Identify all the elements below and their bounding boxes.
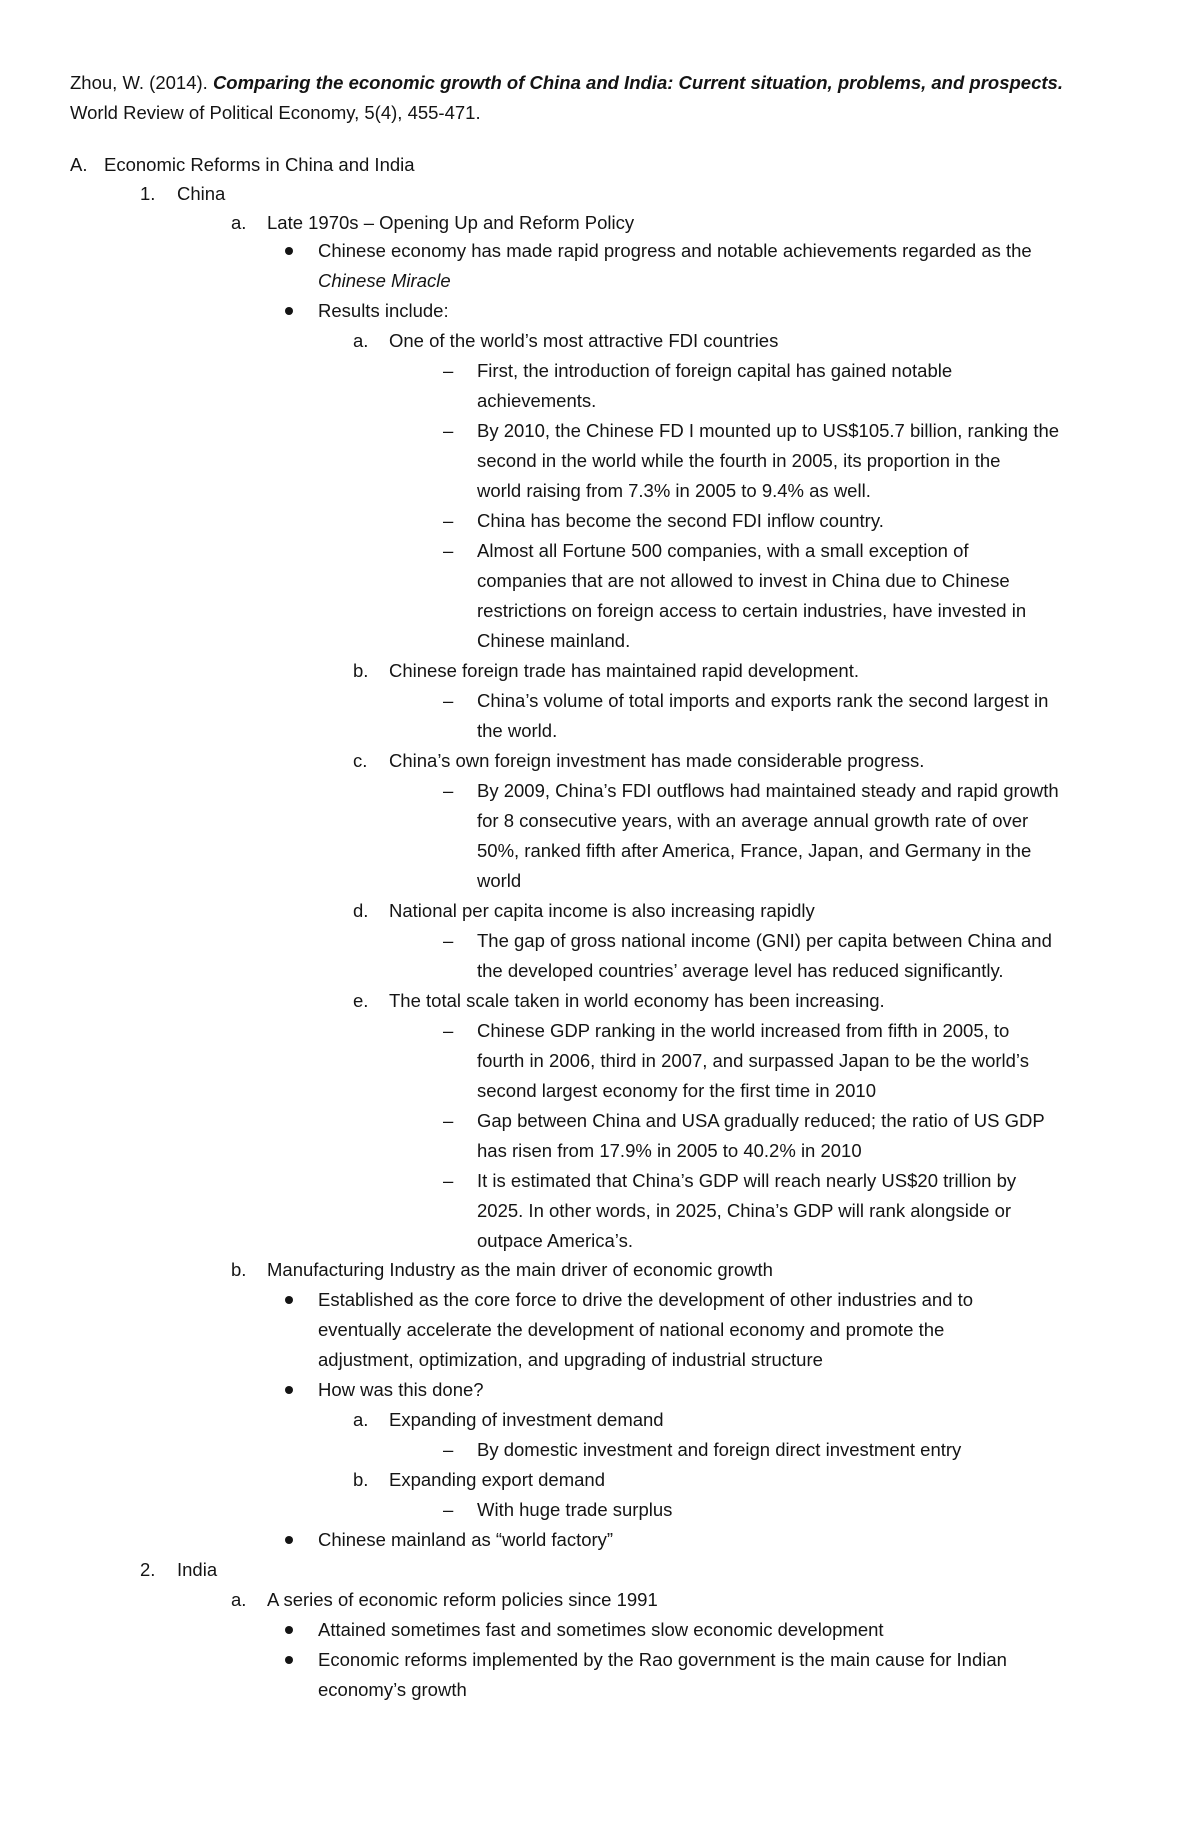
chinese-miracle-term: Chinese Miracle	[318, 270, 451, 291]
dash-marker: –	[443, 1020, 454, 1041]
dash-marker: –	[443, 420, 454, 441]
result-e-dash3-line1: It is estimated that China’s GDP will reach nearly US$20 trillion by	[477, 1170, 1017, 1191]
bullet-dot	[285, 1536, 293, 1544]
section-a-heading: Economic Reforms in China and India	[104, 154, 415, 175]
result-a-dash2-line3: world raising from 7.3% in 2005 to 9.4% as well.	[477, 480, 871, 501]
dash-marker: –	[443, 930, 454, 951]
result-e-marker: e.	[353, 990, 369, 1011]
china-a-marker: a.	[231, 212, 247, 233]
bullet-dot	[285, 247, 293, 255]
india-heading: India	[177, 1559, 218, 1580]
citation-journal: World Review of Political Economy, 5(4), 455-471.	[70, 102, 481, 123]
result-d-dash1-line2: the developed countries’ average level has reduced significantly.	[477, 960, 1004, 981]
dash-marker: –	[443, 360, 454, 381]
result-e-heading: The total scale taken in world economy has been increasing.	[389, 990, 885, 1011]
how-a-dash: By domestic investment and foreign direct investment entry	[477, 1439, 962, 1460]
how-b-heading: Expanding export demand	[389, 1469, 605, 1490]
result-c-dash1-line1: By 2009, China’s FDI outflows had maintained steady and rapid growth	[477, 780, 1059, 801]
citation-line-1	[70, 68, 1063, 98]
result-c-heading: China’s own foreign investment has made considerable progress.	[389, 750, 925, 771]
how-a-marker: a.	[353, 1409, 369, 1430]
result-a-marker: a.	[353, 330, 369, 351]
bullet-dot	[285, 1656, 293, 1664]
result-b-dash1-line2: the world.	[477, 720, 558, 741]
result-a-dash2-line1: By 2010, the Chinese FD I mounted up to US$105.7 billion, ranking the	[477, 420, 1060, 441]
result-a-dash4-line1: Almost all Fortune 500 companies, with a small exception of	[477, 540, 969, 561]
result-e-dash3-line3: outpace America’s.	[477, 1230, 633, 1251]
india-a-bullet1: Attained sometimes fast and sometimes slow economic development	[318, 1619, 884, 1640]
citation-title: Comparing the economic growth of China and India: Current situation, problems, and prospects	[212, 72, 1058, 93]
result-c-marker: c.	[353, 750, 368, 771]
dash-marker: –	[443, 1499, 454, 1520]
bullet-dot	[285, 1296, 293, 1304]
result-a-dash1-line1: First, the introduction of foreign capital has gained notable	[477, 360, 953, 381]
india-a-marker: a.	[231, 1589, 247, 1610]
how-b-marker: b.	[353, 1469, 369, 1490]
china-heading: China	[177, 183, 226, 204]
result-b-dash1-line1: China’s volume of total imports and exports rank the second largest in	[477, 690, 1049, 711]
result-c-dash1-line3: 50%, ranked fifth after America, France, Japan, and Germany in the	[477, 840, 1032, 861]
result-a-dash4-line2: companies that are not allowed to invest in China due to Chinese	[477, 570, 1010, 591]
dash-marker: –	[443, 510, 454, 531]
result-c-dash1-line4: world	[477, 870, 522, 891]
china-marker: 1.	[140, 183, 156, 204]
result-a-dash1-line2: achievements.	[477, 390, 597, 411]
china-a-bullet1-line1: Chinese economy has made rapid progress and notable achievements regarded as the	[318, 240, 1032, 261]
how-was-this-done-label: How was this done?	[318, 1379, 484, 1400]
citation-author-year: Zhou, W. (2014).	[70, 72, 213, 93]
result-a-dash4-line4: Chinese mainland.	[477, 630, 631, 651]
result-e-dash2-line1: Gap between China and USA gradually reduced; the ratio of US GDP	[477, 1110, 1045, 1131]
results-include-label: Results include:	[318, 300, 449, 321]
result-d-heading: National per capita income is also increasing rapidly	[389, 900, 815, 921]
dash-marker: –	[443, 780, 454, 801]
result-e-dash2-line2: has risen from 17.9% in 2005 to 40.2% in 2010	[477, 1140, 862, 1161]
how-a-heading: Expanding of investment demand	[389, 1409, 664, 1430]
result-a-dash3-line1: China has become the second FDI inflow country.	[477, 510, 884, 531]
bullet-dot	[285, 1626, 293, 1634]
india-a-bullet2-line1: Economic reforms implemented by the Rao government is the main cause for Indian	[318, 1649, 1007, 1670]
china-b-bullet1-line1: Established as the core force to drive the development of other industries and to	[318, 1289, 974, 1310]
result-d-dash1-line1: The gap of gross national income (GNI) per capita between China and	[477, 930, 1052, 951]
dash-marker: –	[443, 1110, 454, 1131]
china-a-heading: Late 1970s – Opening Up and Reform Policy	[267, 212, 635, 233]
how-b-dash: With huge trade surplus	[477, 1499, 673, 1520]
result-a-heading: One of the world’s most attractive FDI countries	[389, 330, 779, 351]
dash-marker: –	[443, 1170, 454, 1191]
dash-marker: –	[443, 540, 454, 561]
result-e-dash1-line1: Chinese GDP ranking in the world increased from fifth in 2005, to	[477, 1020, 1010, 1041]
citation-title-end: .	[1057, 72, 1063, 93]
world-factory-bullet: Chinese mainland as “world factory”	[318, 1529, 614, 1550]
bullet-dot	[285, 1386, 293, 1394]
result-b-marker: b.	[353, 660, 369, 681]
dash-marker: –	[443, 1439, 454, 1460]
dash-marker: –	[443, 690, 454, 711]
result-e-dash1-line3: second largest economy for the first time in 2010	[477, 1080, 876, 1101]
result-c-dash1-line2: for 8 consecutive years, with an average annual growth rate of over	[477, 810, 1029, 831]
china-b-heading: Manufacturing Industry as the main driver of economic growth	[267, 1259, 773, 1280]
china-b-marker: b.	[231, 1259, 247, 1280]
result-a-dash4-line3: restrictions on foreign access to certain industries, have invested in	[477, 600, 1027, 621]
result-e-dash3-line2: 2025. In other words, in 2025, China’s GDP will rank alongside or	[477, 1200, 1012, 1221]
result-a-dash2-line2: second in the world while the fourth in 2005, its proportion in the	[477, 450, 1001, 471]
result-b-heading: Chinese foreign trade has maintained rapid development.	[389, 660, 859, 681]
india-a-bullet2-line2: economy’s growth	[318, 1679, 467, 1700]
result-d-marker: d.	[353, 900, 369, 921]
china-b-bullet1-line2: eventually accelerate the development of national economy and promote the	[318, 1319, 945, 1340]
section-a-marker: A.	[70, 154, 88, 175]
india-marker: 2.	[140, 1559, 156, 1580]
bullet-dot	[285, 307, 293, 315]
india-a-heading: A series of economic reform policies since 1991	[267, 1589, 658, 1610]
china-b-bullet1-line3: adjustment, optimization, and upgrading of industrial structure	[318, 1349, 823, 1370]
result-e-dash1-line2: fourth in 2006, third in 2007, and surpassed Japan to be the world’s	[477, 1050, 1029, 1071]
